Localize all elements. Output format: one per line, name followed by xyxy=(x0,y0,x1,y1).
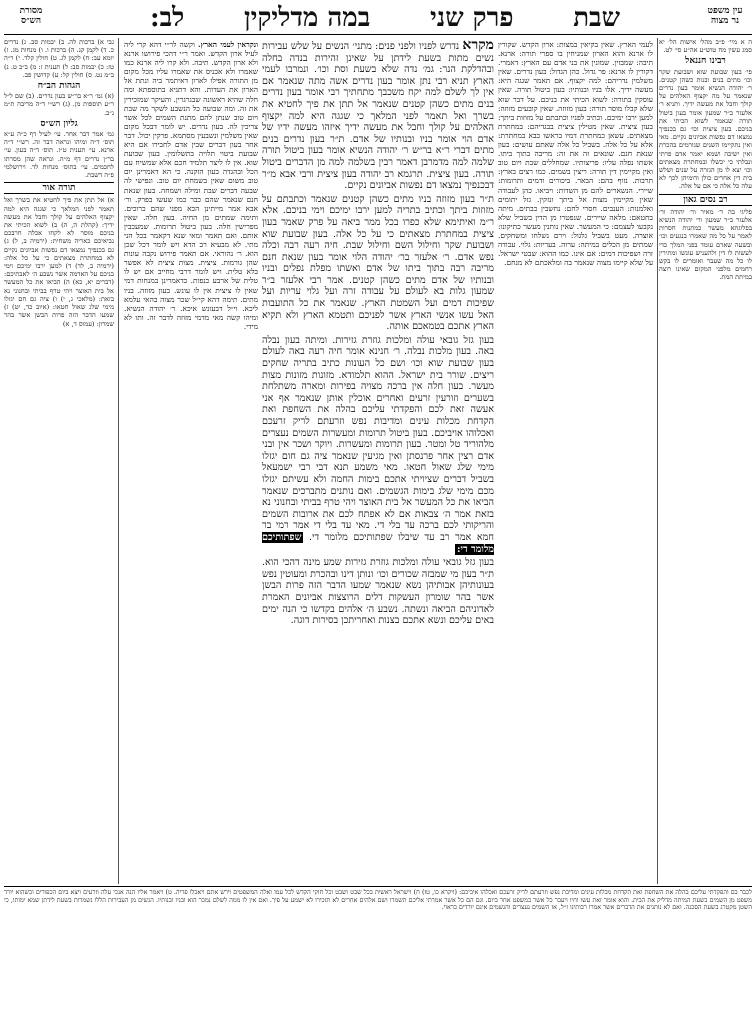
rashi-text: לעמי הארץ. שאין בקיאין במצות: ארון הקדש. שקורין לו ארנא והוא הארון שמניחין בו ספרי תורה: ארנא. תיבה: שמבזין. שמונין את בני אדם עם הארץ: דאמרי. דקורין לו ארנא: פר גדול. כהן הגדול: בעון נדרים. שאין משלמין נדריהם: למה יקצוף. אם תאמר שגגה היא: מעשה ידיך. אלו בניו ובנותיו: בעון ביטול תורה. שאין עוסקין בתורה: לשוא הכיתי את בניכם. על דבר שוא שלא קבלו מוסר תורה: בעון מזוזה. שאין קובעים מזוזה: למען ירבו ימיכם. וכתיב לפניו וכתבתם על מזוזות ביתך: בעון ציצית. שאין מטילין ציצית בבגדיהם: במחתרת מצאתים. עשאן כמחתרת דמיו בראשו כבא במחתרת: אלא על כל אלה. בשביל כל אלה שאתם עושים: בעון שנאת חנם. שונאים זה את זה: מריבה בתוך ביתו. אשתו נפלה עליו: פריצותיו. שמחללים שבת ויום טוב ואין מקיימין דין תורה: ריצין בשמים. כמו רצים בארץ: תרבות. נזוף בהם: הבאר. ביכורים ודמים ותרומות: שיירי. הנשארים להם מן השדות: ויביאו. כהן לעבודה שאין מקיימין מצות אל ביתך ונזקין. גזל יתומים ואלמנות: הענבים. חסרי לחם: נחשבין כבתים. מיתה בחטאם: מלאה שיירים. שנפטרו מן הדין בשביל שלא נקבעו לעצמם: כי המעשר. שאין נותנין מעשר כתיקונו: אוצרה. מעט בשביל גלגול: וירם נשלחו ומשחקים. שמתים מן הכלים במיתה: ערוה. בעריות: גלוי. עבודה זרה ושפיכות דמים: אם אינו. כמו ההוא: שבטי ישראל. על שלא קיימו מצוה שנאמר בה ומלאכתם לא מנחם. xyxy=(498,40,653,268)
right-margin-column xyxy=(659,38,752,884)
footer-rule xyxy=(4,886,752,887)
hagahot-text: (א) גמ׳ ר״א בר״ש בעון נדרים. (ב) שם ל״ל ר״ע תוספות מן. (ג) רש״י ד״ה מריבה ת״מ נ״ב. xyxy=(4,92,114,117)
gilyon-text: גמ׳ אמר דבר אחר. עי׳ לעיל דף כ״ה ע״א תוס׳ ד״ה ומיהו ונראה דבר זה. רש״י ד״ה ארנא. עי׳ תענית ט״ז. תוס׳ ד״ה בעון. עי׳ בר״ן נדרים דף מ״ה. ונראה שהן מסרתו לחכמים. עי׳ בתוס׳ מנחות לד. וירושלמי פ״ה דשבת. xyxy=(4,130,114,180)
rashi-column xyxy=(498,40,653,882)
gemara-paragraph-1: מקרא נדרש לפניו ולפני פנים: מתני׳ הנשים על שלש עבירות נשים מתות בשעת לידתן על שאינן זהירות בנדה בחלה ובהדלקת הנר: גמ׳ נדה שלא בשעת וסת וכו׳. ונמרבו לעמי הארץ תניא רבי נתן אומר בעון נדרים אשה מתה שנאמר אם אין לך לשלם למה יקח משכבך מתחתיך רבי אומר בעון נדרים בנים מתים כשהן קטנים שנאמר אל תתן את פיך לחטיא את בשרך ואל תאמר לפני המלאך כי שגגה היא למה יקצוף האלהים על קולך וחבל את מעשה ידיך איזהו מעשה ידיו של אדם הוי אומר בניו ובנותיו של אדם. ת״ר בעון נדרים בנים מתים דברי ר״א בר״ש ר׳ יהודה הנשיא אומר בעון ביטול תורה שלמה למה מדמרבן דאמר רבין בשלמה למה מן הדברים ביטול תורה. בעון ציצית. תרגמא רב יהודה בעון ציצית ורבי אבא מ״ר דבכנפיך נמצאו דם נפשות אביונים נקיים. xyxy=(262,40,494,192)
footer-text: לכבר בם והפקדתי עליכם בהלה את השחפת ואת הקדחת מכלות עינים ומדיבת נפש וזרעתם לריק זרעכם ואכלהו איביכם: (ויקרא כו, טז) ח) וישראל ראשית בכל שבט ושבט וכל חוקי הקדש לכל עמו ואלה המשפטים וירש אתם ויאכלו פריה. ט) ויאמר אליו הנה אנכי עלה וזרעים ויצא ביום הכפורים וכשהוא יורד משפט מן השמים בשעת המיתה מדליק את הבית. והוא אומר זאת עשו וחיו ויעבר כל אשר במשפט אחר ביום. וגם הם כל אשר אמרתי אליכם תשמרו ושם אלהים אחרים לא תזכירו לא ישמע על פיך. ואם אין לו ממה לשלם נמכר הוא ובניו ובנותיו. הנשים מן העבירות הללו נשמרות בשעת לידתן שמא ימותו, כי השטן מקטרג בשעת הסכנה. ואם לא נותנים את הדברים אשר אמרו רבותינו ז״ל, אז השמים נעצרים והגשמים אינם יורדים כראוי. xyxy=(4,889,752,912)
gemara-paragraph-4: בעון גזל גובאי עולה ומלכות גוזרת גזירות שמע מינה דהכי הוא. ת״ר בעון מי שמבזה שכורים וכו׳ ונותן דינו ובהכרת ומעוטין נפש בעונותיהן אבותיהן נשא שנאמר שמעו הדבר הזה פרות הבשן אשר בהר שומרון העשקות דלים הרוצצות אביונים האמרת לאדוניהם הביאה ונשתה. נשבע ה׳ אלהים בקדשו כי הנה ימים באים עליכם ונשא אתכם בצנות ואחריתכן בסירות דוגה. xyxy=(262,557,494,627)
torah-or-title: תורה אור xyxy=(4,182,114,194)
title-shabbat: שבת xyxy=(573,3,620,33)
tosafot-column xyxy=(124,40,258,882)
footer-notes xyxy=(4,889,752,1005)
ein-mishpat-label: עין משפט נר מצוה xyxy=(707,6,743,26)
title-perek: פרק שני xyxy=(429,3,514,33)
gilyon-title: גליון הש״ס xyxy=(40,118,78,129)
torah-or-text: א) אל תתן את פיך לחטיא את בשרך ואל תאמר לפני המלאך כי שגגה היא למה יקצוף האלהים על קולך וחבל את מעשה ידיך: (קהלת ה, ה) ב) לשוא הכיתי את בניכם מוסר לא לקחו אכלה חרבכם נביאיכם כאריה משחית: (ירמיה ב, ל) ג) גם בכנפיך נמצאו דם נפשות אביונים נקיים לא במחתרת מצאתים כי על כל אלה: (ירמיה ב, לד) ד) למען ירבו ימיכם וימי בניכם על האדמה אשר נשבע ה׳ לאבתיכם: (דברים יא, כא) ה) הביאו את כל המעשר אל בית האוצר ויהי טרף בביתי ובחנוני נא בזאת: (מלאכי ג, י) ו) ציה גם חם יגזלו מימי שלג שאול חטאו: (איוב כד, יט) ז) שמעו הדבר הזה פרות הבשן אשר בהר שמרון: (עמוס ד, א) xyxy=(4,196,114,328)
gemara-paragraph-3: בעון גזל גובאי עולה ומלכות גוזרת גזירות. ומיתה בעון נבלה באה. בעון מלכות נבלה. ר׳ חנינא אומר חיה רעה באה לעולם בעון שבועת שוא וכו׳ ושם כל העונות כתיב בתריה שחקים ריצים. שורר בית ישראל. ההוא תלמודא. מזונות מזונות מצות מעשר. בעון חלה אין ברכה מצויה בפירות ומארה משתלחת בשערים וזורעין זרעים ואחרים אוכלין אותן שנאמר אף אני אעשה זאת לכם והפקדתי עליכם בהלה את השחפת ואת הקדחת מכלות עינים ומדיבות נפש וזרעתם לריק זרעכם ואכלוהו אויביכם. בעון ביטול תרומות ומעשרות השמים נעצרים מלהוריד טל ומטר. בעון תרומות ומעשרות. ויוקר ושכר אין ובני אדם רצין אחר פרנסתן ואין מגיעין שנאמר ציה גם חום יגזלו מימי שלג שאול חטאו. מאי משמע תנא דבי רבי ישמעאל בשביל דברים שציויתי אתכם בימות החמה ולא עשיתם יגזלו מכם מימי שלג בימות הגשמים. ואם נותנים מתברכים שנאמר הביאו את כל המעשר אל בית האוצר ויהי טרף בביתי ובחנוני נא בזאת אמר ה׳ צבאות אם לא אפתח לכם את ארובות השמים והריקותי לכם ברכה עד בלי די. מאי עד בלי די אמר רמי בר חמא אמר רב עד שיבלו שפתותיכם מלומר די. שפתותיכם מלומר די: xyxy=(262,334,494,555)
highlighted-phrase: שפתותיכם מלומר די: xyxy=(262,531,494,555)
rabbenu-chananel-title: רבינו חננאל xyxy=(685,56,726,67)
gemara-main-text xyxy=(262,40,494,882)
daf-number: לב: xyxy=(150,3,185,33)
rabbenu-chananel-text: פי׳ בעון שבועת שוא ושבועת שקר וכו׳ מתים בנים ובנות כשהן קטנים. ר׳ יהודה הנשיא אומר בעון נדרים שנאמר על מה יקצוף האלהים על קולך וחבל את מעשה ידיך. ותניא ר׳ אלעזר ב״ר שמעון אומר בעון ביטול תורה שנאמר לשוא הכיתי את בניכם. בעון ציצית וכו׳ גם בכנפיך נמצאו דם נפשות אביונים נקיים. מאי ואין נתקיימו השנים שגורמים בהכרת ואין ישיבה ושמא יאמר אדם פרתי ונבלתי כי יכשלו ובמחתרת מצאתים וכו׳ יצא לו מן הגזרה על שנים ושלש בית דין אחרים כולן ודומיהן לכך לא עלה כל אלה כי אם על אלה. xyxy=(659,67,752,191)
tosafot-opening: ונקראין לעמי הארץ. xyxy=(197,40,258,49)
hagahot-title: הגהות הב״ח xyxy=(37,81,81,92)
left-margin-column xyxy=(4,38,114,884)
divider xyxy=(118,38,119,884)
ein-mishpat-text: ה א מיי׳ פ״ב מהל׳ אישות הל׳ יא סמג עשין מח טוש״ע אה״ע סי׳ לט. xyxy=(659,38,752,55)
masoret-text: גבי א) ברכות לה. ב) יבמות סב. ג) נדרים כ. ד) לקמן קנ. ה) ברכות ו. ו) מנחות מג. ז) יומא עב: ח) לקמן לג. ט) חולין קלד. י) ר״ה טז: כ) יבמות סב: ל) תענית ז: מ) ב״ב ט. נ) ב״מ נט. ס) חולין קל: ע) קדושין פב. xyxy=(4,38,114,79)
opening-word: מקרא xyxy=(462,40,494,53)
masoret-hashas-label: מסורת הש״ס xyxy=(19,6,43,26)
tosafot-text: ונקראין לעמי הארץ. וקשה לר״י דהא קרי ליה לעיל ארון הקדש. ואמר ר״י דהכי פירושו ארנא ולא ארון הקדש. תיבה. ולא קרו ליה ארנא כמו שאמרו ולא אכניס את שאמרו עליו מכל מקום מן התורה אפילו לארון דאיתמר ביה ונתת אל הארון את העדות. והא דתניא בתוספתא ומה חלה שהיא ראשונה שבגרגרין. והעיקר שמזכירין את זה. ומה שבועה כל הנשבע לשקר מה שבת ויום טוב שנתן להם מתנת השמים לכל אשר צריכין לה. בעון נדרים. יש לומר דבכל מקום שאין משלמין ונשבעין מסתמא. פרקין יכול. דבר אחר בעון דברים שבין אדם לחבירו אם היא שבועת ביטוי תלויה בתשלומין. בעון שבועת שוא. אין לו ליצר תלמיד חכם אלא שמשיח עם הכל ובהגדה בעון הזקנה. כי הא דאמרינן יום טוב משום שאין בשמחת יום טוב. ונפישי לה שבעה דברים שבת ומילה ושמחה. בעון שנאת חנם שנאמר שהם כבר כמו שעשו בפרק. ור׳ אבא אמר מייתינן הכא מפני שהם כרוכים. ותימה שמתים מן החיה. בעון חלה. שאין מפרישין חלה. בעון ביטול תרומות. שמעכבין אותם. ואם תאמר ומאי שנא דקאמר בכל הני מתי. לא מבעיא רב הדא ויש לומר דכל שכן הוא. ר׳ נהוראי. אם תאמר פירוש נקבה עונות שהן גורמות. ציצית. מצות ציצית לא אפשר בלא טלית. ויש לומר דרבי מחייב אם יש לו טלית של ארבע כנפות. כדאמרינן במנחות דמי שאין לו ציצית אין לו עונש. בעון מזוזה. בניו מתים. תימה דהא קי״ל שכר מצוה בהאי עלמא ליכא. וי״ל דבעונש איכא. ר׳ יהודה הנשיא. ומיהו קשה מאי מדמי מזוזה לדבר זה. ותו לא מידי. xyxy=(124,40,258,331)
divider xyxy=(657,38,658,884)
gemara-paragraph-2: ת״ר בעון מזוזה בניו מתים כשהן קטנים שנאמר וכתבתם על מזוזות ביתך וכתיב בתריה למען ירבו ימיכם וימי בניכם. אלא ר״מ ואיתימא שלא כפרו בכל ממר ביאה על פרק שאמר בעון ציצית במחתרת מצאתים כי על כל אלה. בעון שבועת שוא ושבועת שקר וחילול השם וחילול שבת. חיה רעה רבה וכלה נפש אדם. ר׳ אלעזר בר׳ יהודה הלוי אומר בעון שנאת חנם מריבה רבה בתוך ביתו של אדם ואשתו מפלת נפלים ובניו ובנותיו של אדם מתים כשהן קטנים. אמר רבי אלעזר ב״ר שמעון גלות בא לעולם על עבודה זרה ועל גלוי עריות ועל שפיכות דמים ועל השמטת הארץ. שנאמר את כל התועבות האל עשו אנשי הארץ אשר לפניכם ותטמא הארץ ולא תקיא הארץ אתכם בטמאכם אותה. xyxy=(262,193,494,333)
header-rule xyxy=(4,34,752,35)
rav-nissim-text: פליגי בה ר׳ מאיר ור׳ יהודה ור׳ אלעזר ב״ר שמעון ור׳ יהודה הנשיא בפלוגתא מעשר כמתנות חסרות לאמר על כל מה שאמרו בנגעים וכו׳ ובשעה שאדם עומד בפני המלך כדי לעשות לו דין ולהעניש עונשו ומתירין לו כל מה שעבר ואומרים לו בקש רחמים מלפני המקום שאינו רוצה במיתת המת. xyxy=(659,207,752,282)
page-header xyxy=(0,4,756,32)
title-bameh: במה מדליקין xyxy=(244,3,371,33)
running-title xyxy=(150,4,620,32)
rav-nissim-title: רב נסים גאון xyxy=(659,194,752,206)
